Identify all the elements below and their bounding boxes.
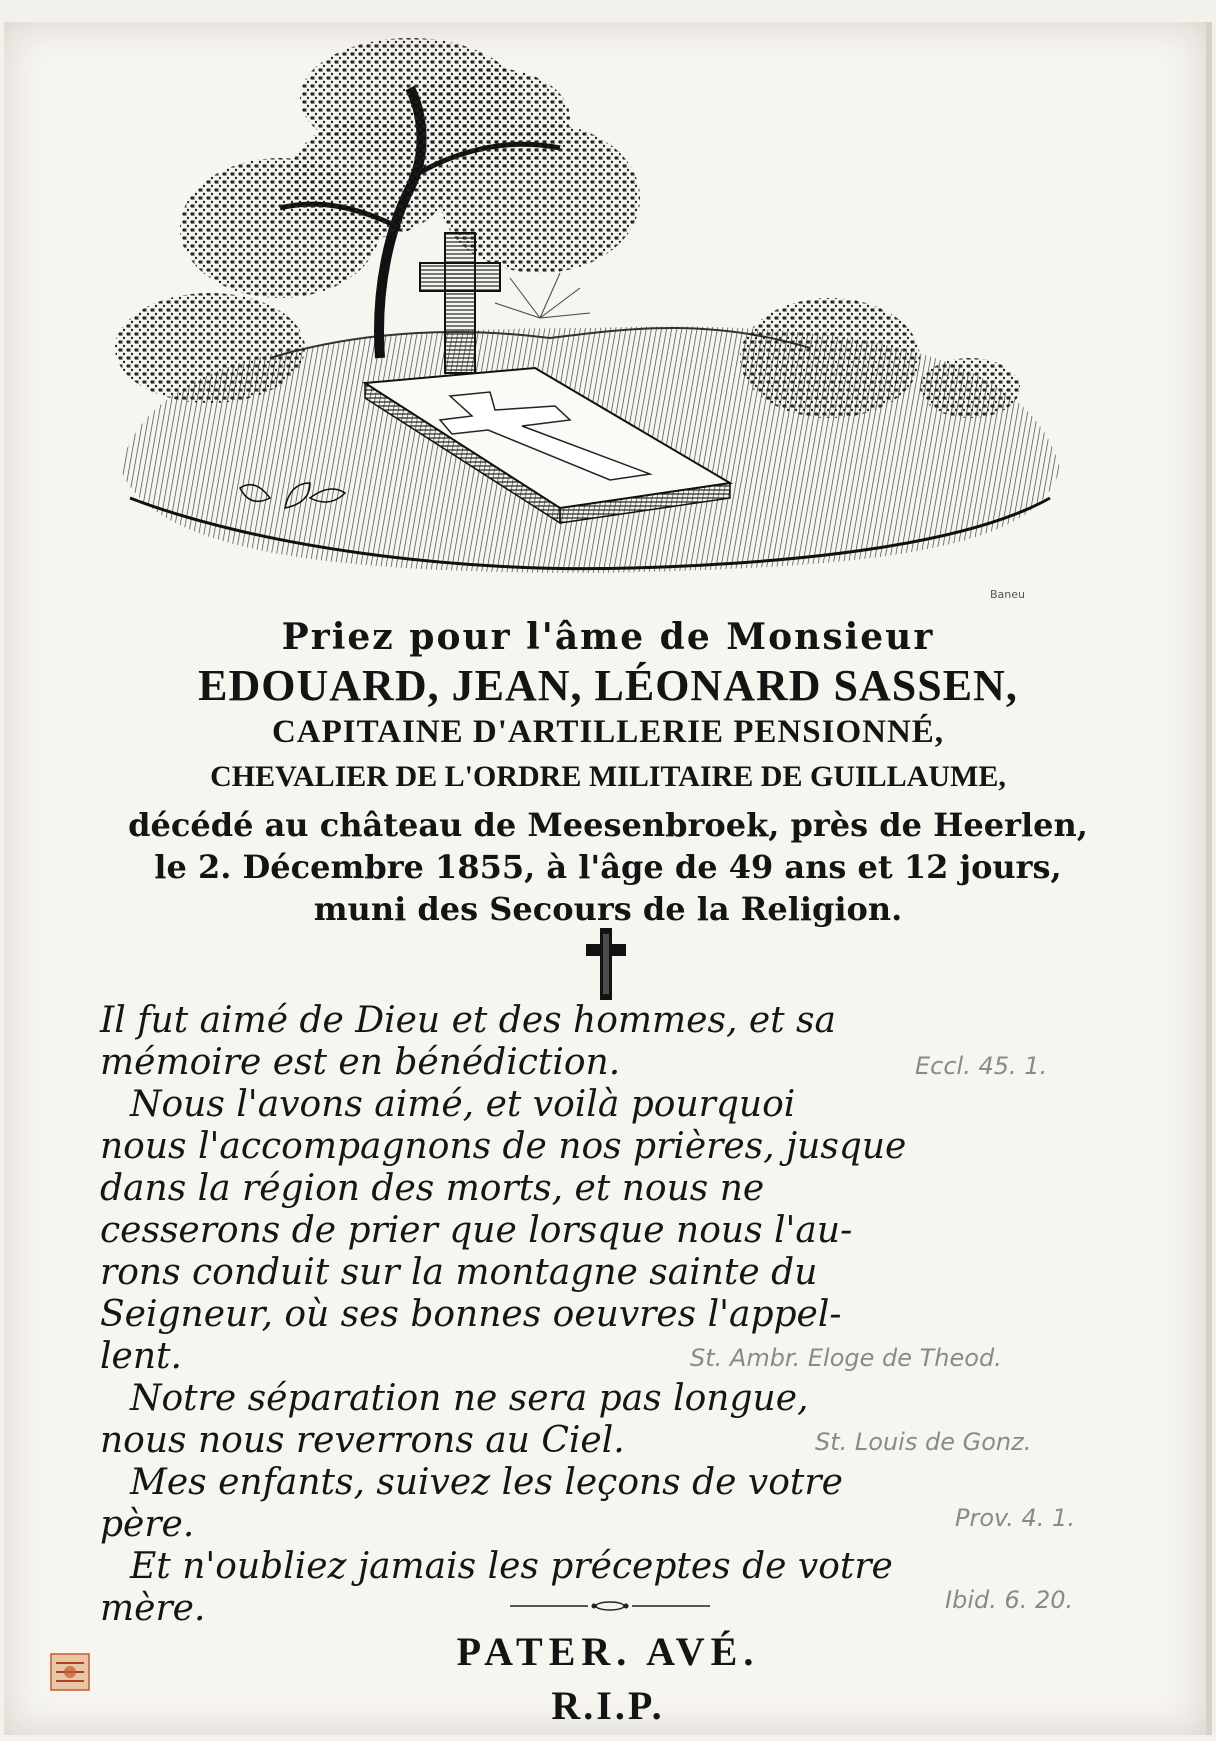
scripture-reference: Prov. 4. 1. <box>955 1504 1075 1532</box>
text-line: mère. <box>100 1588 206 1629</box>
text-line: Nous l'avons aimé, et voilà pourquoi <box>130 1084 796 1125</box>
death-place-line: décédé au château de Meesenbroek, près de Heerlen, <box>128 806 1088 844</box>
text-line: Seigneur, où ses bonnes oeuvres l'appel- <box>100 1294 842 1335</box>
text-line: rons conduit sur la montagne sainte du <box>100 1252 818 1293</box>
sacraments-line: muni des Secours de la Religion. <box>313 890 903 928</box>
text-line: nous nous reverrons au Ciel. <box>100 1420 625 1461</box>
ornamental-divider <box>510 1600 710 1612</box>
text-line: mémoire est en bénédiction. <box>100 1042 621 1083</box>
cross-icon <box>582 926 630 1002</box>
text-line: Mes enfants, suivez les leçons de votre <box>130 1462 843 1503</box>
prayer-line: PATER. AVÉ. <box>456 1629 760 1674</box>
scripture-reference: St. Ambr. Eloge de Theod. <box>690 1344 1002 1372</box>
sun-rays <box>495 273 590 318</box>
text-line: Il fut aimé de Dieu et des hommes, et sa <box>100 1000 836 1041</box>
text-line: Et n'oubliez jamais les préceptes de votre <box>130 1546 893 1587</box>
death-date-line: le 2. Décembre 1855, à l'âge de 49 ans et 12 jours, <box>154 848 1062 886</box>
text-line: Notre séparation ne sera pas longue, <box>130 1378 809 1419</box>
scripture-reference: Eccl. 45. 1. <box>915 1052 1048 1080</box>
text-line: père. <box>100 1504 195 1545</box>
text-line: dans la région des morts, et nous ne <box>100 1168 765 1209</box>
text-line: lent. <box>100 1336 182 1377</box>
deceased-name: EDOUARD, JEAN, LÉONARD SASSEN, <box>198 661 1018 710</box>
text-line: cesserons de prier que lorsque nous l'au- <box>100 1210 853 1251</box>
engraver-signature: Baneu <box>990 588 1025 601</box>
scripture-reference: Ibid. 6. 20. <box>945 1586 1074 1614</box>
order-line: CHEVALIER DE L'ORDRE MILITAIRE DE GUILLAUME, <box>210 760 1006 793</box>
scripture-reference: St. Louis de Gonz. <box>815 1428 1032 1456</box>
tomb-engraving <box>110 28 1070 608</box>
text-line: nous l'accompagnons de nos prières, jusque <box>100 1126 907 1167</box>
rank-line: CAPITAINE D'ARTILLERIE PENSIONNÉ, <box>271 714 945 750</box>
collection-stamp-icon <box>50 1653 90 1691</box>
rip-line: R.I.P. <box>551 1683 665 1728</box>
intro-line: Priez pour l'âme de Monsieur <box>281 616 935 658</box>
